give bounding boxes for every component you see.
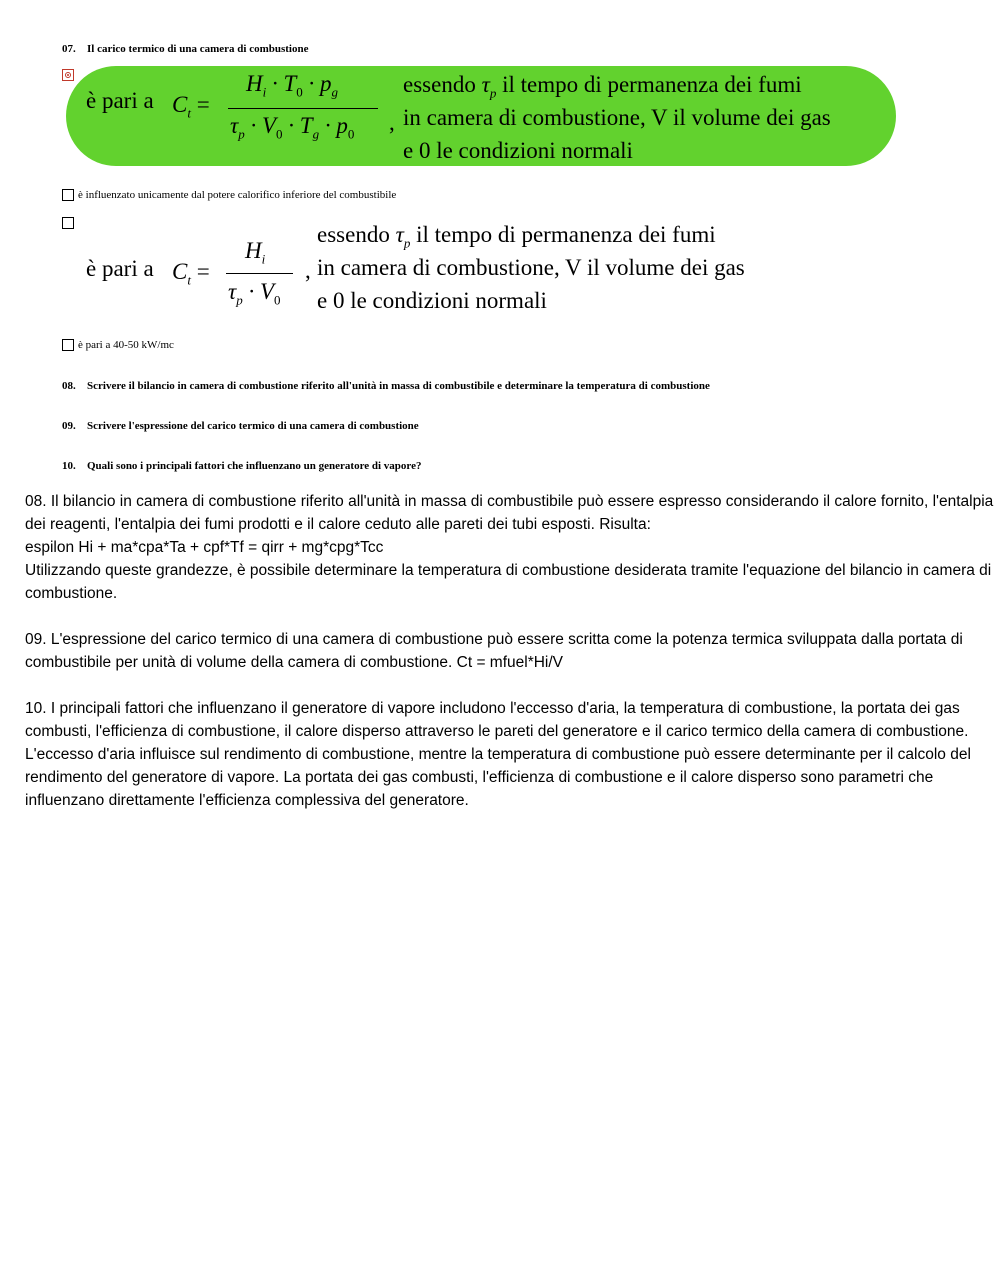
option-3-line1: essendo $\tau_p$ il tempo di permanenza dei fumi — [317, 222, 716, 251]
option-4-text: è pari a 40-50 kW/mc — [78, 339, 174, 351]
question-09-heading — [62, 420, 419, 432]
option-3-line2: in camera di combustione, V il volume dei gas — [317, 255, 745, 280]
option-1-comma: , — [389, 110, 395, 135]
answer-08-paragraph-2: Utilizzando queste grandezze, è possibile determinare la temperatura di combustione desiderata tramite l'equazione del bilancio in camera di combustione. — [25, 562, 992, 602]
option-2-checkbox[interactable] — [62, 189, 74, 201]
answer-09: 09. L'espressione del carico termico di una camera di combustione può essere scritta come la potenza termica sviluppata dalla portata di combustibile per unità di volume della camera di combustione. Ct = mfuel*Hi/V — [25, 631, 963, 671]
option-3-line3: e 0 le condizioni normali — [317, 288, 547, 313]
question-07-heading — [62, 43, 309, 55]
question-title: Scrivere l'espressione del carico termico di una camera di combustione — [87, 420, 419, 432]
option-1-denominator: $\tau_p \cdot V_0 \cdot T_g \cdot p_0$ — [230, 113, 355, 142]
answers-section — [25, 490, 995, 812]
option-4-checkbox[interactable] — [62, 339, 74, 351]
option-3-fraction-bar — [226, 273, 293, 274]
option-3-numerator: $H_i$ — [245, 238, 266, 267]
option-1-fraction-bar — [228, 108, 378, 109]
option-1-line1: essendo $\tau_p$ il tempo di permanenza dei fumi — [403, 72, 802, 101]
option-1-line2: in camera di combustione, V il volume dei gas — [403, 105, 831, 130]
option-1-lead: è pari a — [86, 88, 154, 113]
question-number: 07. — [62, 43, 76, 55]
question-title: Quali sono i principali fattori che influenzano un generatore di vapore? — [87, 460, 422, 472]
option-3-comma: , — [305, 258, 311, 283]
question-number: 08. — [62, 380, 76, 392]
option-1-lhs: $C_t$ = — [172, 92, 210, 121]
option-3-denominator: $\tau_p \cdot V_0$ — [228, 279, 281, 308]
option-3-lhs: $C_t$ = — [172, 259, 210, 288]
option-1-radio[interactable] — [62, 69, 74, 81]
answer-10: 10. I principali fattori che influenzano il generatore di vapore includono l'eccesso d'aria, la temperatura di combustione, la portata dei gas combusti, l'efficienza di combustione, il calore disperso attraverso le pareti del generatore e il carico termico della camera di combustione. L'eccesso d'aria influisce sul rendimento di combustione, mentre la temperatura di combustione può essere determinante per il calcolo del rendimento del generatore di vapore. La portata dei gas combusti, l'efficienza di combustione e il calore disperso sono parametri che influenzano direttamente l'efficienza complessiva del generatore. — [25, 700, 971, 809]
question-number: 10. — [62, 460, 76, 472]
option-1-line3: e 0 le condizioni normali — [403, 138, 633, 163]
option-1-numerator: $H_i \cdot T_0 \cdot p_g$ — [246, 71, 339, 100]
option-3-lead: è pari a — [86, 256, 154, 281]
question-title: Scrivere il bilancio in camera di combustione riferito all'unità in massa di combustibile e determinare la temperatura di combustione — [87, 380, 710, 392]
selected-dot-icon — [65, 72, 71, 78]
question-number: 09. — [62, 420, 76, 432]
question-title: Il carico termico di una camera di combustione — [87, 43, 309, 55]
question-10-heading — [62, 460, 422, 472]
question-08-heading — [62, 380, 710, 392]
option-3-checkbox[interactable] — [62, 217, 74, 229]
answer-08-equation: espilon Hi + ma*cpa*Ta + cpf*Tf = qirr + mg*cpg*Tcc — [25, 539, 384, 556]
option-2-text: è influenzato unicamente dal potere calorifico inferiore del combustibile — [78, 189, 397, 201]
answer-08-paragraph-1: 08. Il bilancio in camera di combustione riferito all'unità in massa di combustibile può essere espresso considerando il calore fornito, l'entalpia dei reagenti, l'entalpia dei fumi prodotti e il calore ceduto alle pareti dei tubi esposti. Risulta: — [25, 493, 994, 533]
